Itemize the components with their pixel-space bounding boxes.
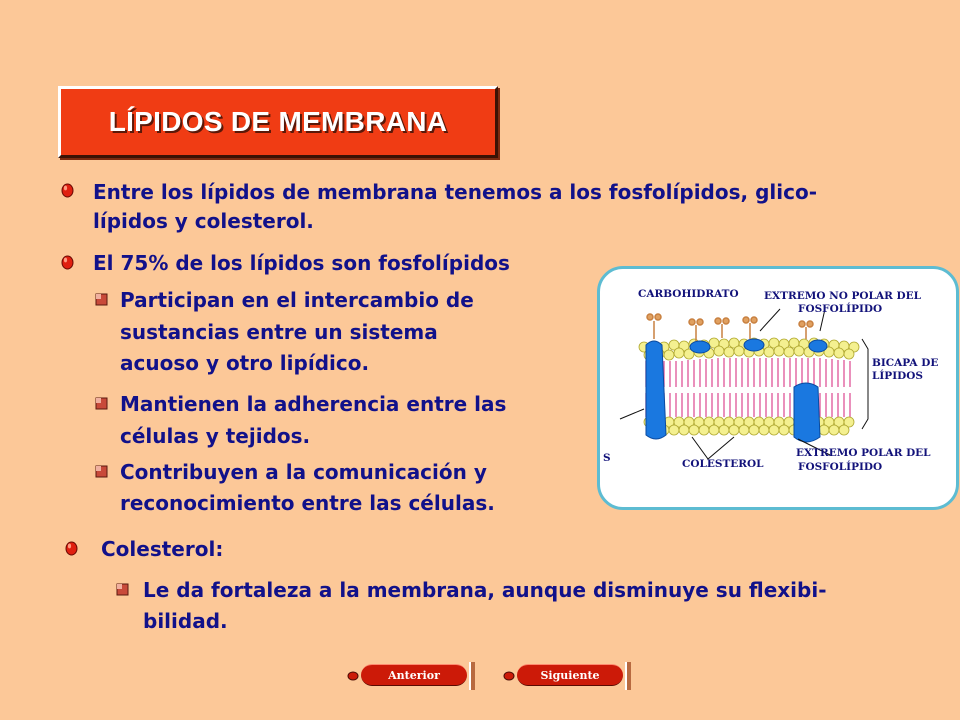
sub-bullet-4-line-2: bilidad. [143, 609, 228, 633]
label-bicapa-2: LÍPIDOS [872, 370, 923, 382]
red-bullet-icon [60, 254, 74, 270]
bullet-dot-icon [503, 671, 515, 681]
square-bullet-icon [114, 581, 130, 597]
lipid-bilayer-illustration [600, 269, 956, 507]
bullet-3: Colesterol: [101, 537, 224, 561]
next-button-label: Siguiente [517, 664, 623, 686]
button-edge [469, 662, 475, 690]
label-extremo-no-polar-2: FOSFOLÍPIDO [798, 303, 883, 315]
label-bicapa-1: BICAPA DE [872, 357, 939, 369]
slide-title: LÍPIDOS DE MEMBRANA [108, 106, 448, 137]
label-carbohidrato: CARBOHIDRATO [638, 288, 739, 300]
bullet-dot-icon [347, 671, 359, 681]
bullet-1-line-2: lípidos y colesterol. [93, 209, 314, 233]
label-colesterol: COLESTEROL [682, 458, 764, 470]
sub-bullet-3-line-1: Contribuyen a la comunicación y [120, 460, 487, 484]
prev-button[interactable] [347, 662, 475, 690]
bullet-2: El 75% de los lípidos son fosfolípidos [93, 251, 510, 275]
label-extremo-no-polar-1: EXTREMO NO POLAR DEL [764, 290, 921, 302]
square-bullet-icon [93, 463, 109, 479]
membrane-diagram [597, 266, 959, 510]
sub-bullet-1-line-1: Participan en el intercambio de [120, 288, 474, 312]
bullet-1-line-1: Entre los lípidos de membrana tenemos a los fosfolípidos, glico- [93, 180, 817, 204]
button-edge [625, 662, 631, 690]
red-bullet-icon [60, 182, 74, 198]
sub-bullet-2-line-2: células y tejidos. [120, 424, 311, 448]
sub-bullet-2-line-1: Mantienen la adherencia entre las [120, 392, 507, 416]
sub-bullet-1-line-2: sustancias entre un sistema [120, 320, 438, 344]
sub-bullet-1-line-3: acuoso y otro lipídico. [120, 351, 370, 375]
label-extremo-polar-1: EXTREMO POLAR DEL [796, 447, 931, 459]
label-extremo-polar-2: FOSFOLÍPIDO [798, 461, 883, 473]
label-s: S [603, 452, 611, 464]
next-button[interactable] [503, 662, 631, 690]
title-box [58, 86, 498, 158]
prev-button-label: Anterior [361, 664, 467, 686]
red-bullet-icon [64, 540, 78, 556]
sub-bullet-4-line-1: Le da fortaleza a la membrana, aunque disminuye su flexibi- [143, 578, 827, 602]
square-bullet-icon [93, 395, 109, 411]
square-bullet-icon [93, 291, 109, 307]
sub-bullet-3-line-2: reconocimiento entre las células. [120, 491, 495, 515]
